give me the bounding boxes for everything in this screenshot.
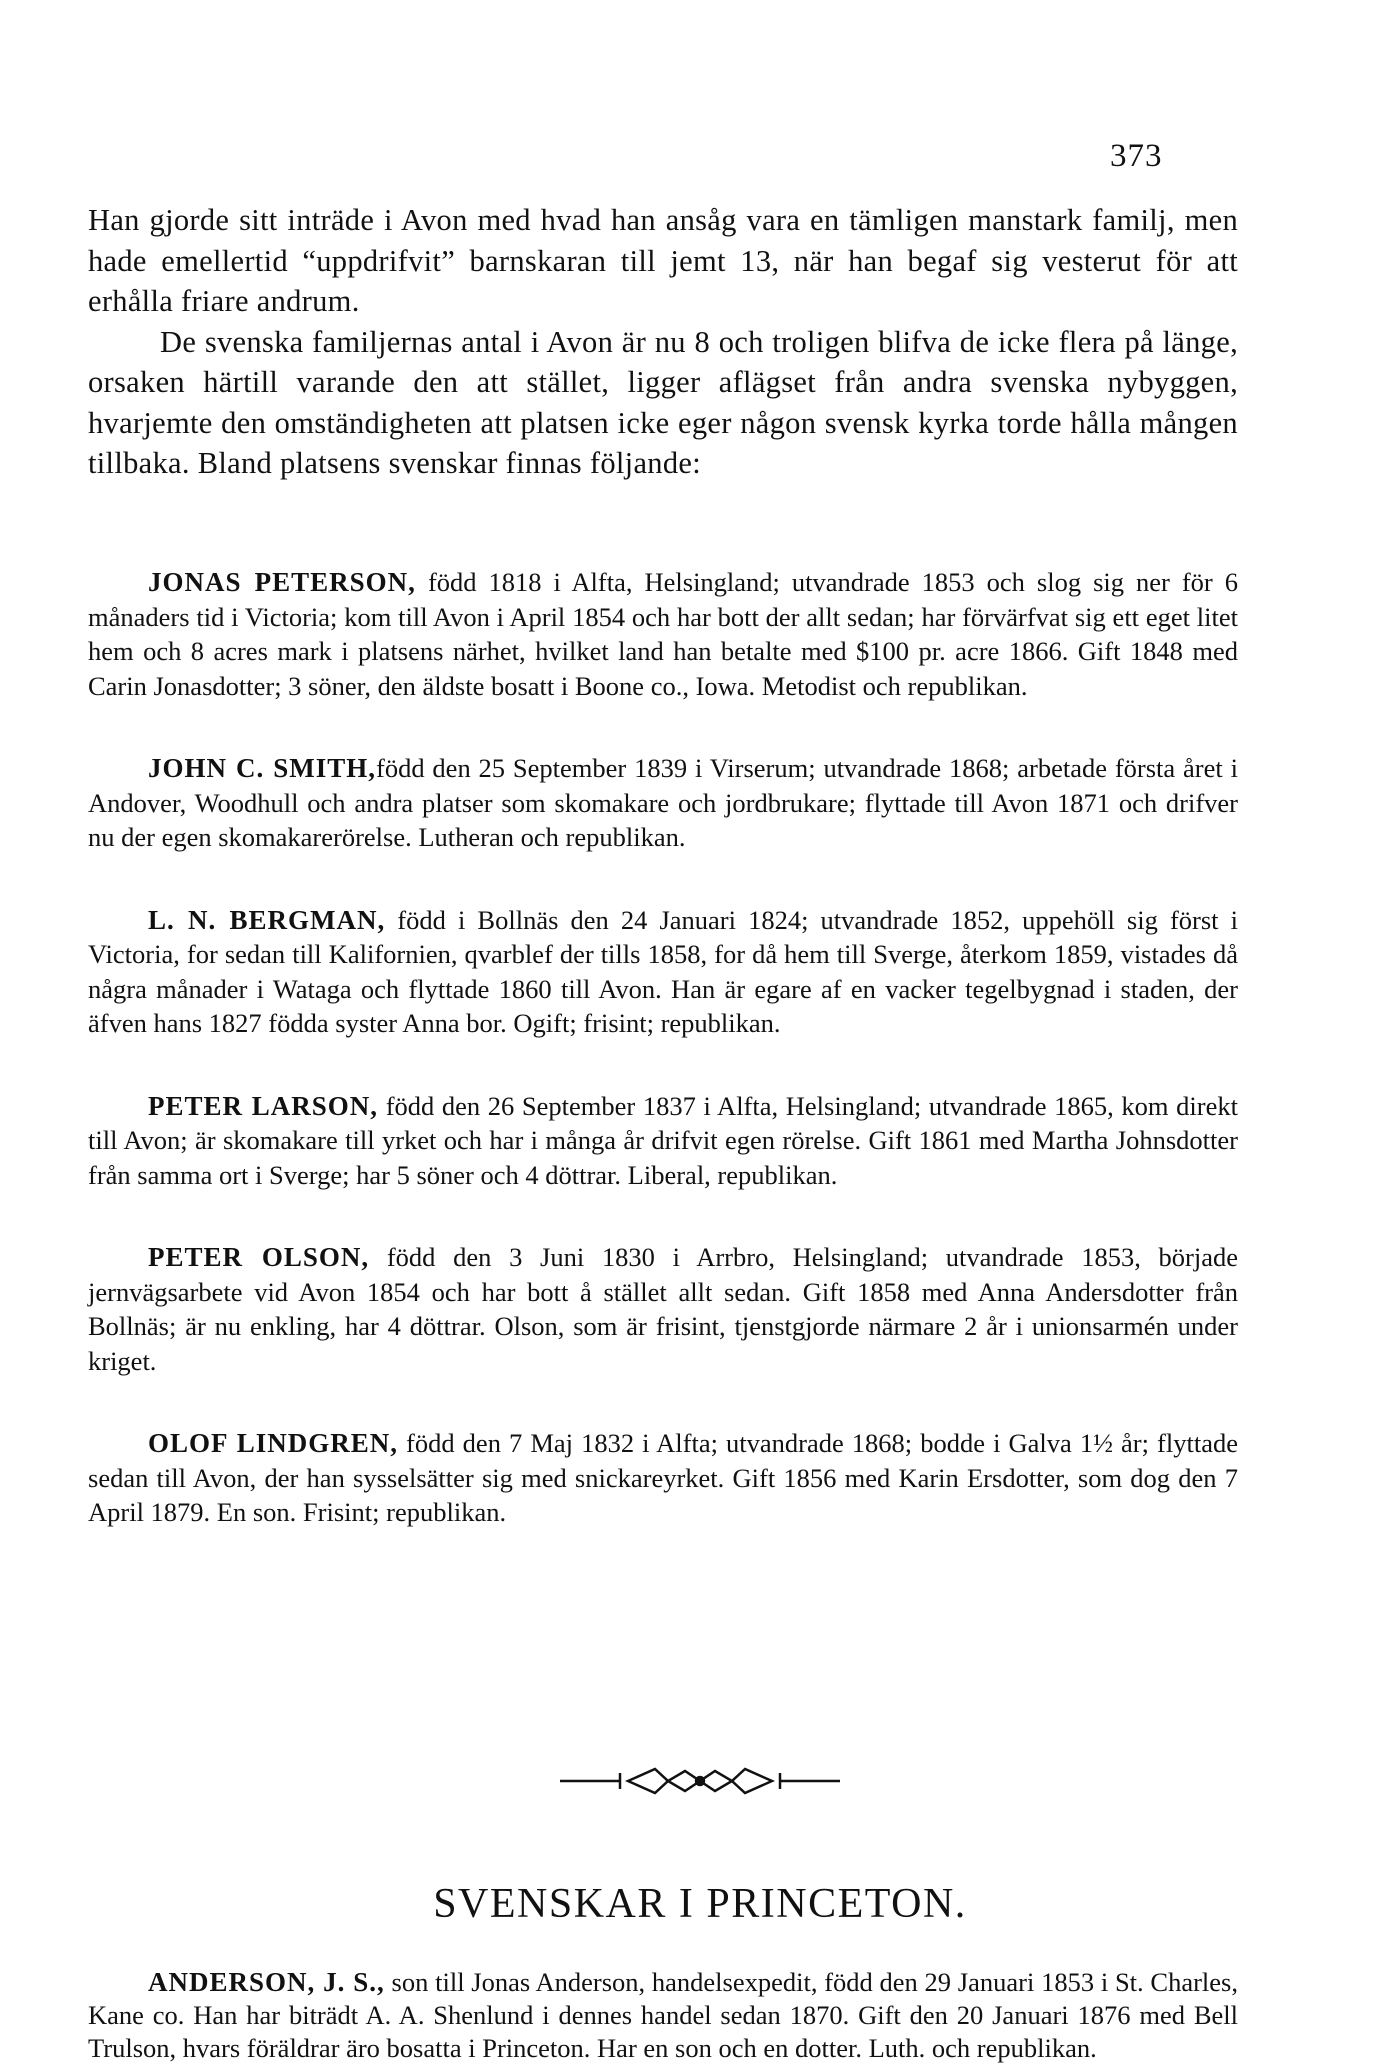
biography-text: son till Jonas Anderson, handelsexpedit, född den 29 Januari 1853 i St. Charles, Kane co. Han har biträdt A. A. Shenlund i dennes handel sedan 1870. Gift den 20 Januari 1876 med Bell Trulson, hvars föräldrar äro bosatta i Princeton. Har en son och en dotter. Luth. och republikan. [88, 1967, 1238, 2063]
person-name: OLOF LINDGREN, [148, 1428, 398, 1458]
biography-text: född den 3 Juni 1830 i Arrbro, Helsingland; utvandrade 1853, började jernvägsarbete vid Avon 1854 och har bott å stället allt sedan. Gift 1858 med Anna Andersdotter från Bollnäs; är nu enkling, har 4 döttrar. Olson, som är frisint, tjenstgjorde närmare 2 år i unionsarmén under kriget. [88, 1242, 1238, 1376]
biography-text: född 1818 i Alfta, Helsingland; utvandrade 1853 och slog sig ner för 6 månaders tid i Victoria; kom till Avon i April 1854 och har bott der allt sedan; har förvärfvat sig ett eget litet hem och 8 acres mark i platsens närhet, hvilket land han betalte med $100 pr. acre 1866. Gift 1848 med Carin Jonasdotter; 3 söner, den äldste bosatt i Boone co., Iowa. Metodist och republikan. [88, 567, 1238, 701]
page-number: 373 [1110, 138, 1163, 174]
intro-text [88, 200, 1238, 484]
biography-entry [88, 903, 1238, 1041]
person-name: ANDERSON, J. S., [148, 1967, 385, 1997]
biography-text: född den 7 Maj 1832 i Alfta; utvandrade 1868; bodde i Galva 1½ år; flyttade sedan till Avon, der han sysselsätter sig med snickareyrket. Gift 1856 med Karin Ersdotter, som dog den 7 April 1879. En son. Frisint; republikan. [88, 1428, 1238, 1527]
biography-text: född den 26 September 1837 i Alfta, Helsingland; utvandrade 1865, kom direkt till Avon; är skomakare till yrket och har i många år drifvit egen rörelse. Gift 1861 med Martha Johnsdotter från samma ort i Sverge; har 5 söner och 4 döttrar. Liberal, republikan. [88, 1090, 1238, 1190]
person-name: JONAS PETERSON, [148, 567, 416, 597]
biography-entry [88, 751, 1238, 855]
biography-entry [88, 1966, 1238, 2065]
person-name: PETER LARSON, [148, 1090, 379, 1121]
intro-paragraph-1: Han gjorde sitt inträde i Avon med hvad han ansåg vara en tämligen manstark familj, men hade emellertid “uppdrifvit” barnskaran till jemt 13, när han begaf sig vesterut för att erhålla friare andrum. [88, 203, 1238, 318]
biography-text: född den 25 September 1839 i Virserum; utvandrade 1868; arbetade första året i Andover, Woodhull och andra platser som skomakare och jordbrukare; flyttade till Avon 1871 och drifver nu der egen skomakarerörelse. Lutheran och republikan. [88, 753, 1238, 852]
biography-entry [88, 1426, 1238, 1530]
biography-entry [88, 565, 1238, 703]
section-biography-list [88, 1966, 1238, 2065]
biography-entry [88, 1089, 1238, 1193]
section-heading: SVENSKAR I PRINCETON. [433, 1881, 967, 1927]
biography-text: född i Bollnäs den 24 Januari 1824; utvandrade 1852, uppehöll sig först i Victoria, for sedan till Kalifornien, qvarblef der tills 1858, for då hem till Sverge, återkom 1859, vistades då några månader i Wataga och flyttade 1860 till Avon. Han är egare af en vacker tegelbygnad i staden, der äfven hans 1827 födda syster Anna bor. Ogift; frisint; republikan. [88, 904, 1238, 1038]
person-name: PETER OLSON, [148, 1242, 370, 1272]
intro-paragraph-2: De svenska familjernas antal i Avon är nu 8 och troligen blifva de icke flera på länge, orsaken härtill varande den att stället, ligger aflägset från andra svenska nybyggen, hvarjemte den omständigheten att platsen icke eger någon svensk kyrka torde hålla mången tillbaka. Bland platsens svenskar finnas följande: [88, 324, 1238, 480]
person-name: JOHN C. SMITH, [148, 753, 376, 783]
biography-entry [88, 1240, 1238, 1378]
decorative-divider-icon [0, 1763, 1400, 1804]
biography-list [88, 565, 1238, 1578]
person-name: L. N. BERGMAN, [148, 904, 386, 935]
